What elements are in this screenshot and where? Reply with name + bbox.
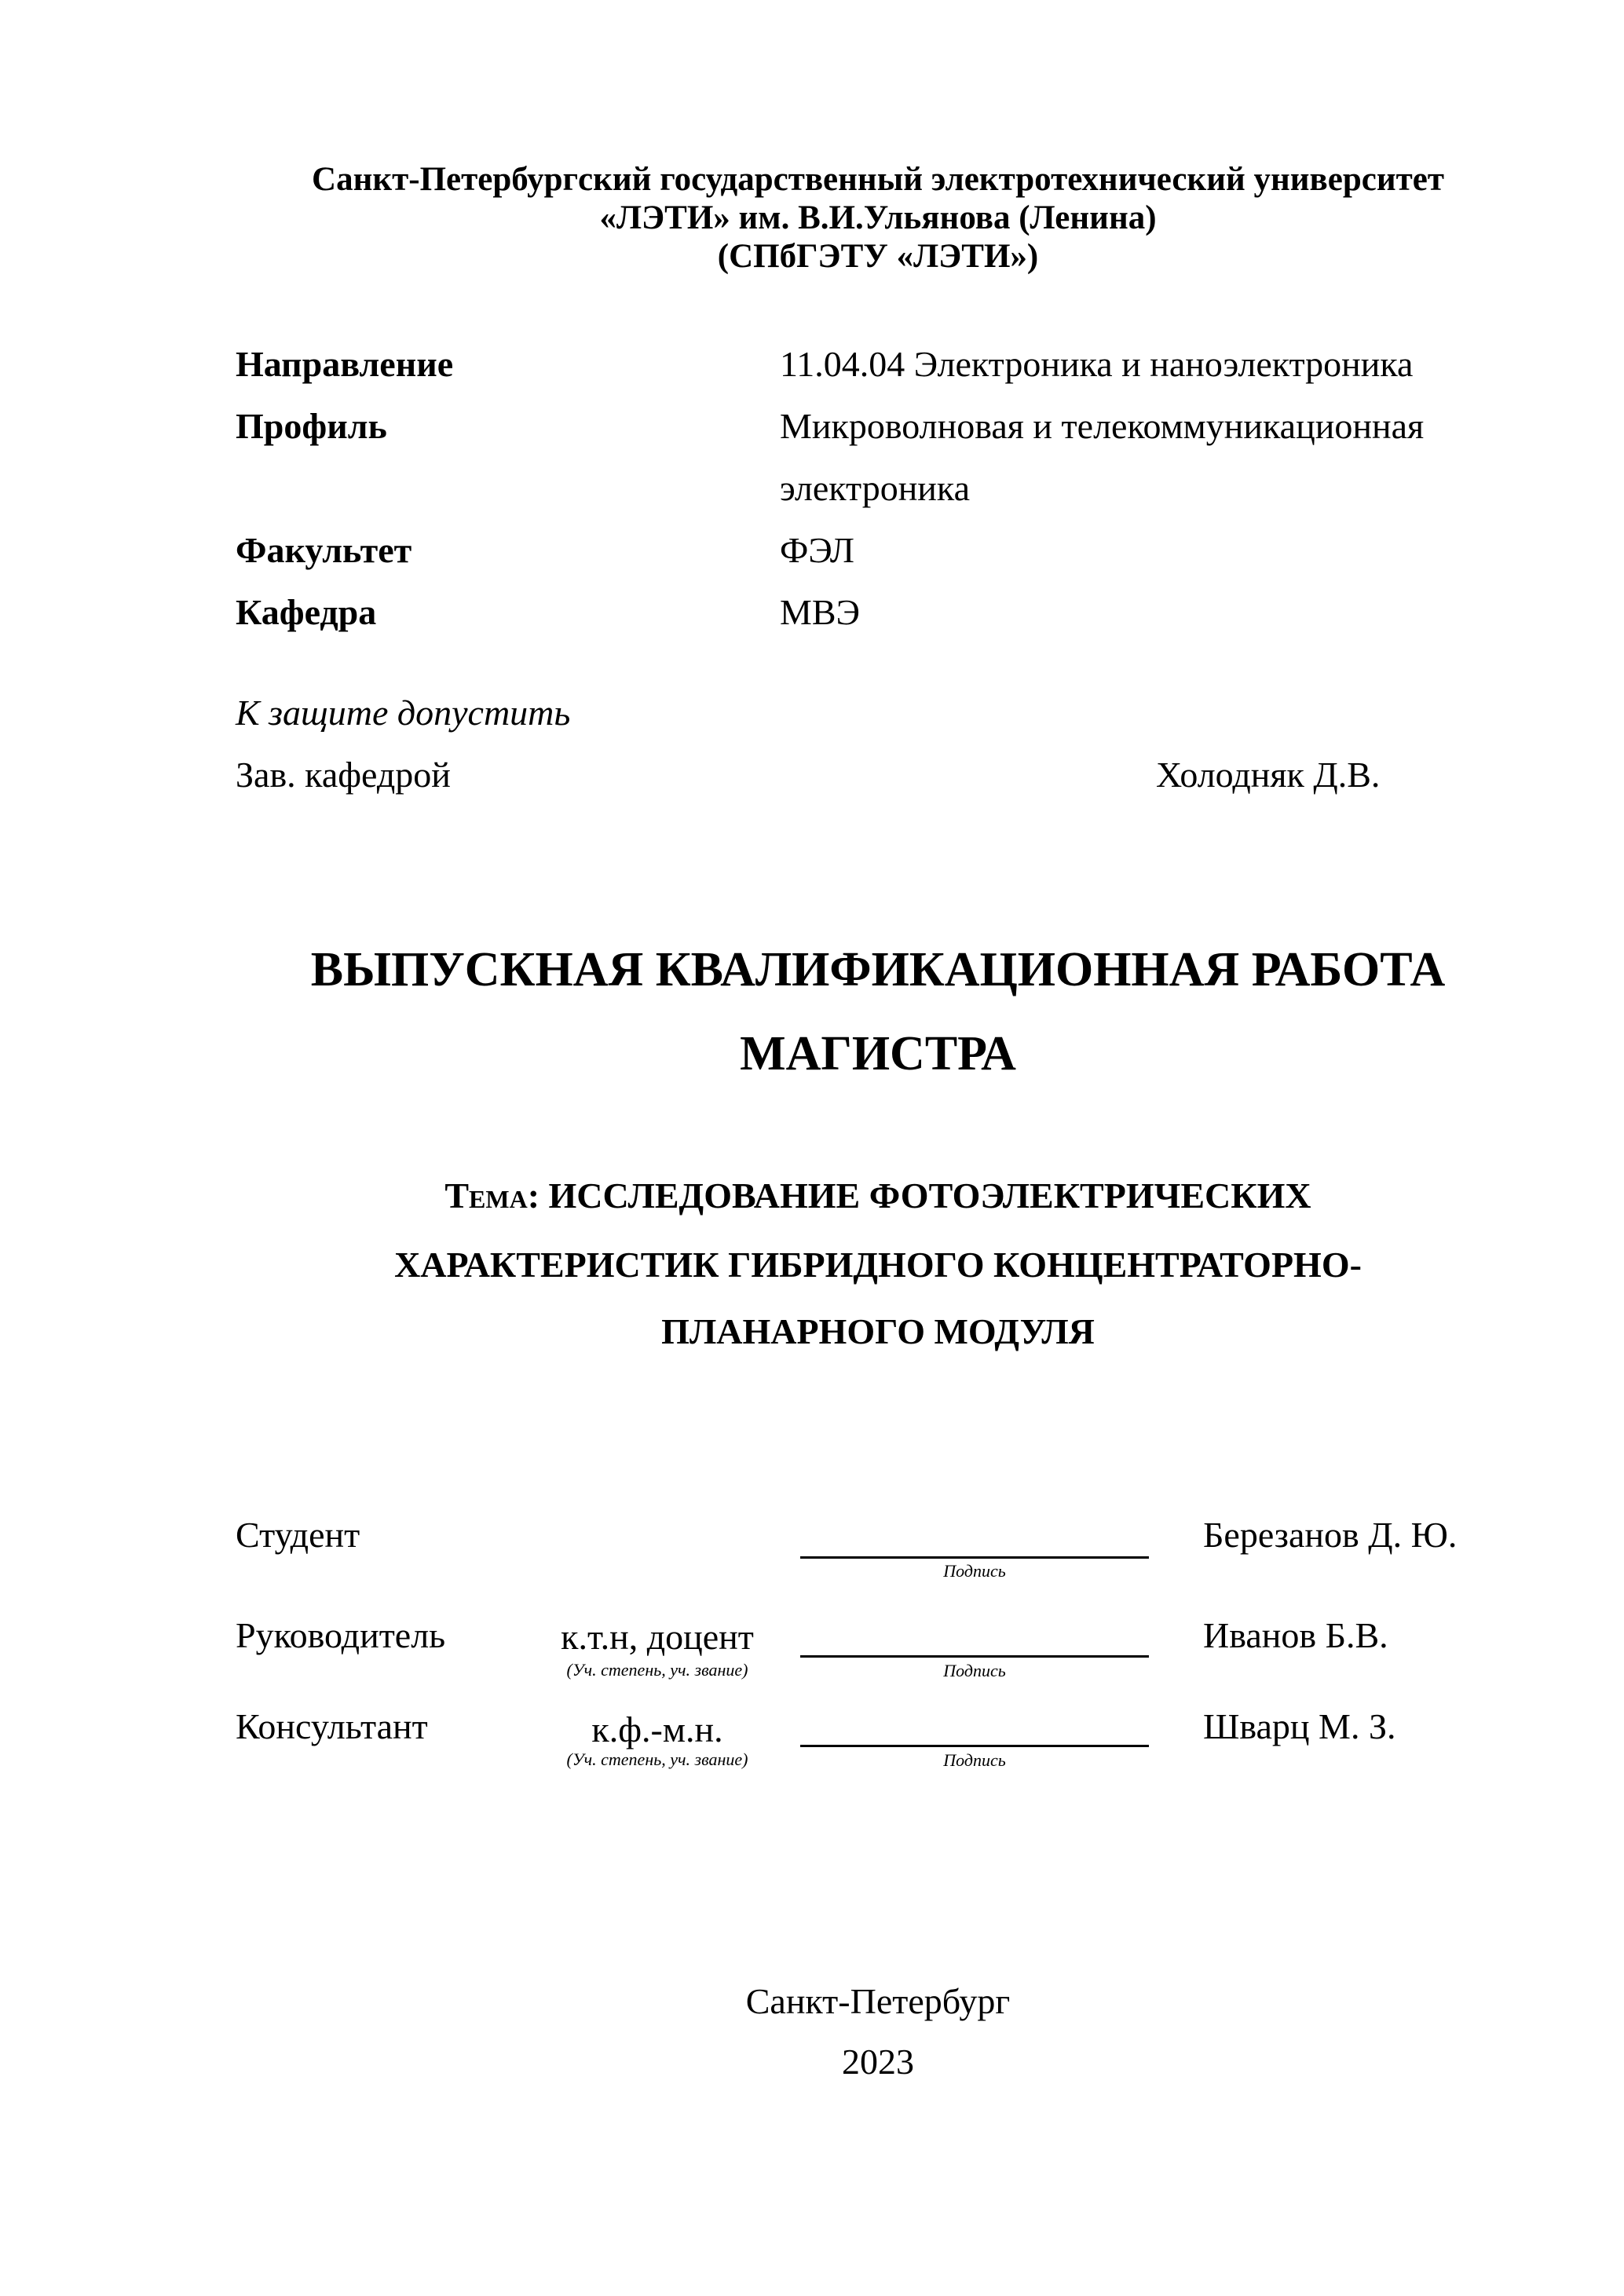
theme-line1 bbox=[444, 1175, 1311, 1216]
info-value-department: МВЭ bbox=[780, 592, 860, 632]
name-student: Березанов Д. Ю. bbox=[1203, 1515, 1458, 1555]
head-name: Холодняк Д.В. bbox=[1156, 755, 1381, 795]
theme-prefix: Тема: bbox=[444, 1175, 540, 1216]
degree-hint-consultant: (Уч. степень, уч. звание) bbox=[566, 1749, 748, 1769]
footer-city: Санкт-Петербург bbox=[745, 1981, 1011, 2021]
info-label-faculty: Факультет bbox=[236, 530, 412, 570]
degree-hint-supervisor: (Уч. степень, уч. звание) bbox=[566, 1660, 748, 1680]
degree-consultant: к.ф.-м.н. bbox=[591, 1709, 723, 1749]
university-name-line2: «ЛЭТИ» им. В.И.Ульянова (Ленина) bbox=[599, 199, 1157, 236]
info-value-profile-line2: электроника bbox=[780, 468, 970, 508]
role-supervisor: Руководитель bbox=[236, 1615, 446, 1655]
role-student: Студент bbox=[236, 1515, 360, 1555]
info-label-department: Кафедра bbox=[236, 592, 377, 632]
title-line1: ВЫПУСКНАЯ КВАЛИФИКАЦИОННАЯ РАБОТА bbox=[310, 943, 1446, 996]
university-name: Санкт-Петербургский государственный электротехнический университет bbox=[312, 161, 1444, 198]
theme-text-line1: ИССЛЕДОВАНИЕ ФОТОЭЛЕКТРИЧЕСКИХ bbox=[548, 1175, 1311, 1216]
name-supervisor: Иванов Б.В. bbox=[1203, 1615, 1388, 1655]
info-value-direction: 11.04.04 Электроника и наноэлектроника bbox=[780, 344, 1414, 384]
signature-line-consultant bbox=[800, 1745, 1149, 1747]
theme-line3: ПЛАНАРНОГО МОДУЛЯ bbox=[661, 1311, 1095, 1351]
info-label-direction: Направление bbox=[236, 344, 454, 384]
footer-year: 2023 bbox=[842, 2042, 914, 2082]
theme-line2: ХАРАКТЕРИСТИК ГИБРИДНОГО КОНЦЕНТРАТОРНО- bbox=[394, 1245, 1362, 1285]
university-abbr: (СПбГЭТУ «ЛЭТИ») bbox=[717, 238, 1039, 275]
info-value-faculty: ФЭЛ bbox=[780, 530, 855, 570]
signature-line-student bbox=[800, 1556, 1149, 1559]
signature-line-supervisor bbox=[800, 1655, 1149, 1658]
admit-text: К защите допустить bbox=[236, 693, 571, 733]
title-line2: МАГИСТРА bbox=[740, 1027, 1016, 1080]
role-consultant: Консультант bbox=[236, 1706, 428, 1746]
sign-hint-student: Подпись bbox=[943, 1561, 1006, 1581]
sign-hint-supervisor: Подпись bbox=[943, 1661, 1006, 1680]
info-value-profile: Микроволновая и телекоммуникационная bbox=[780, 406, 1425, 446]
name-consultant: Шварц М. З. bbox=[1203, 1706, 1396, 1746]
head-label: Зав. кафедрой bbox=[236, 755, 451, 795]
info-label-profile: Профиль bbox=[236, 406, 387, 446]
degree-supervisor: к.т.н, доцент bbox=[561, 1617, 754, 1657]
sign-hint-consultant: Подпись bbox=[943, 1750, 1006, 1770]
